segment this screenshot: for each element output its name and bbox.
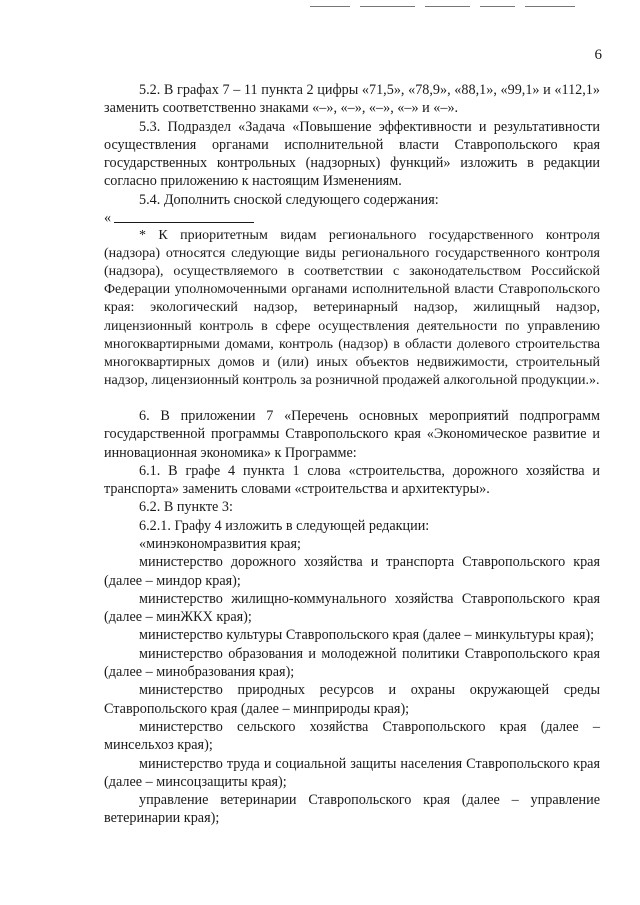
list-item: министерство жилищно-коммунального хозяйства Ставропольского края (далее – минЖКХ края); <box>104 590 600 626</box>
paragraph-6-2: 6.2. В пункте 3: <box>139 499 233 516</box>
list-item: управление ветеринарии Ставропольского края (далее – управление ветеринарии края); <box>104 792 600 827</box>
list-item: министерство сельского хозяйства Ставропольского края (далее – минсельхоз края); <box>104 718 600 754</box>
page-number: 6 <box>594 47 602 63</box>
footnote-text: * К приоритетным видам регионального государственного контроля (надзора) относятся следующие виды регионального государственного контроля (надзора), осуществляемого в соответствии с законодательством Российской Федерации уполномоченными органами исполнительной власти Ставропольского края: экологический надзор, ветеринарный надзор, жилищный надзор, лицензионный контроль в сфере осуществления деятельности по управлению многоквартирными домами, контроль (надзор) в области долевого строительства многоквартирных домов и (или) иных объектов недвижимости, строительный надзор, лицензионный контроль за розничной продажей алкогольной продукции.». <box>104 228 600 388</box>
footnote-open-quote: « <box>104 210 112 227</box>
paragraph-5-4: 5.4. Дополнить сноской следующего содержания: <box>139 191 439 208</box>
paragraph-6-1: 6.1. В графе 4 пункта 1 слова «строительства, дорожного хозяйства и транспорта» заменить словами «строительства и архитектуры». <box>104 462 600 498</box>
list-item: министерство природных ресурсов и охраны окружающей среды Ставропольского края (далее – минприроды края); <box>104 682 600 717</box>
list-item: министерство труда и социальной защиты населения Ставропольского края (далее – минсоцзащиты края); <box>104 755 600 790</box>
paragraph-6-2-1: 6.2.1. Графу 4 изложить в следующей редакции: <box>139 517 430 534</box>
paragraph-5-3: 5.3. Подраздел «Задача «Повышение эффективности и результативности осуществления органами исполнительной власти Ставропольского края государственных контрольных (надзорных) функций» изложить в редакции согласно приложению к настоящим Изменениям. <box>104 118 600 190</box>
scan-artifact-lines <box>300 6 600 10</box>
list-open-item: «минэкономразвития края; <box>139 536 301 552</box>
footnote-separator <box>104 209 600 227</box>
list-item: министерство культуры Ставропольского края (далее – минкультуры края); <box>139 627 595 644</box>
list-item: министерство образования и молодежной политики Ставропольского края (далее – минобразования края); <box>104 645 600 681</box>
section-gap <box>104 390 600 407</box>
footnote-rule <box>114 222 254 223</box>
paragraph-5-2: 5.2. В графах 7 – 11 пункта 2 цифры «71,5», «78,9», «88,1», «99,1» и «112,1» заменить соответственно знаками «–», «–», «–», «–» и «–». <box>104 82 600 117</box>
list-item: министерство дорожного хозяйства и транспорта Ставропольского края (далее – миндор края); <box>104 554 600 589</box>
document-body <box>104 81 600 828</box>
paragraph-6: 6. В приложении 7 «Перечень основных мероприятий подпрограмм государственной программы Ставропольского края «Экономическое развитие и инновационная экономика» к Программе: <box>104 407 600 461</box>
